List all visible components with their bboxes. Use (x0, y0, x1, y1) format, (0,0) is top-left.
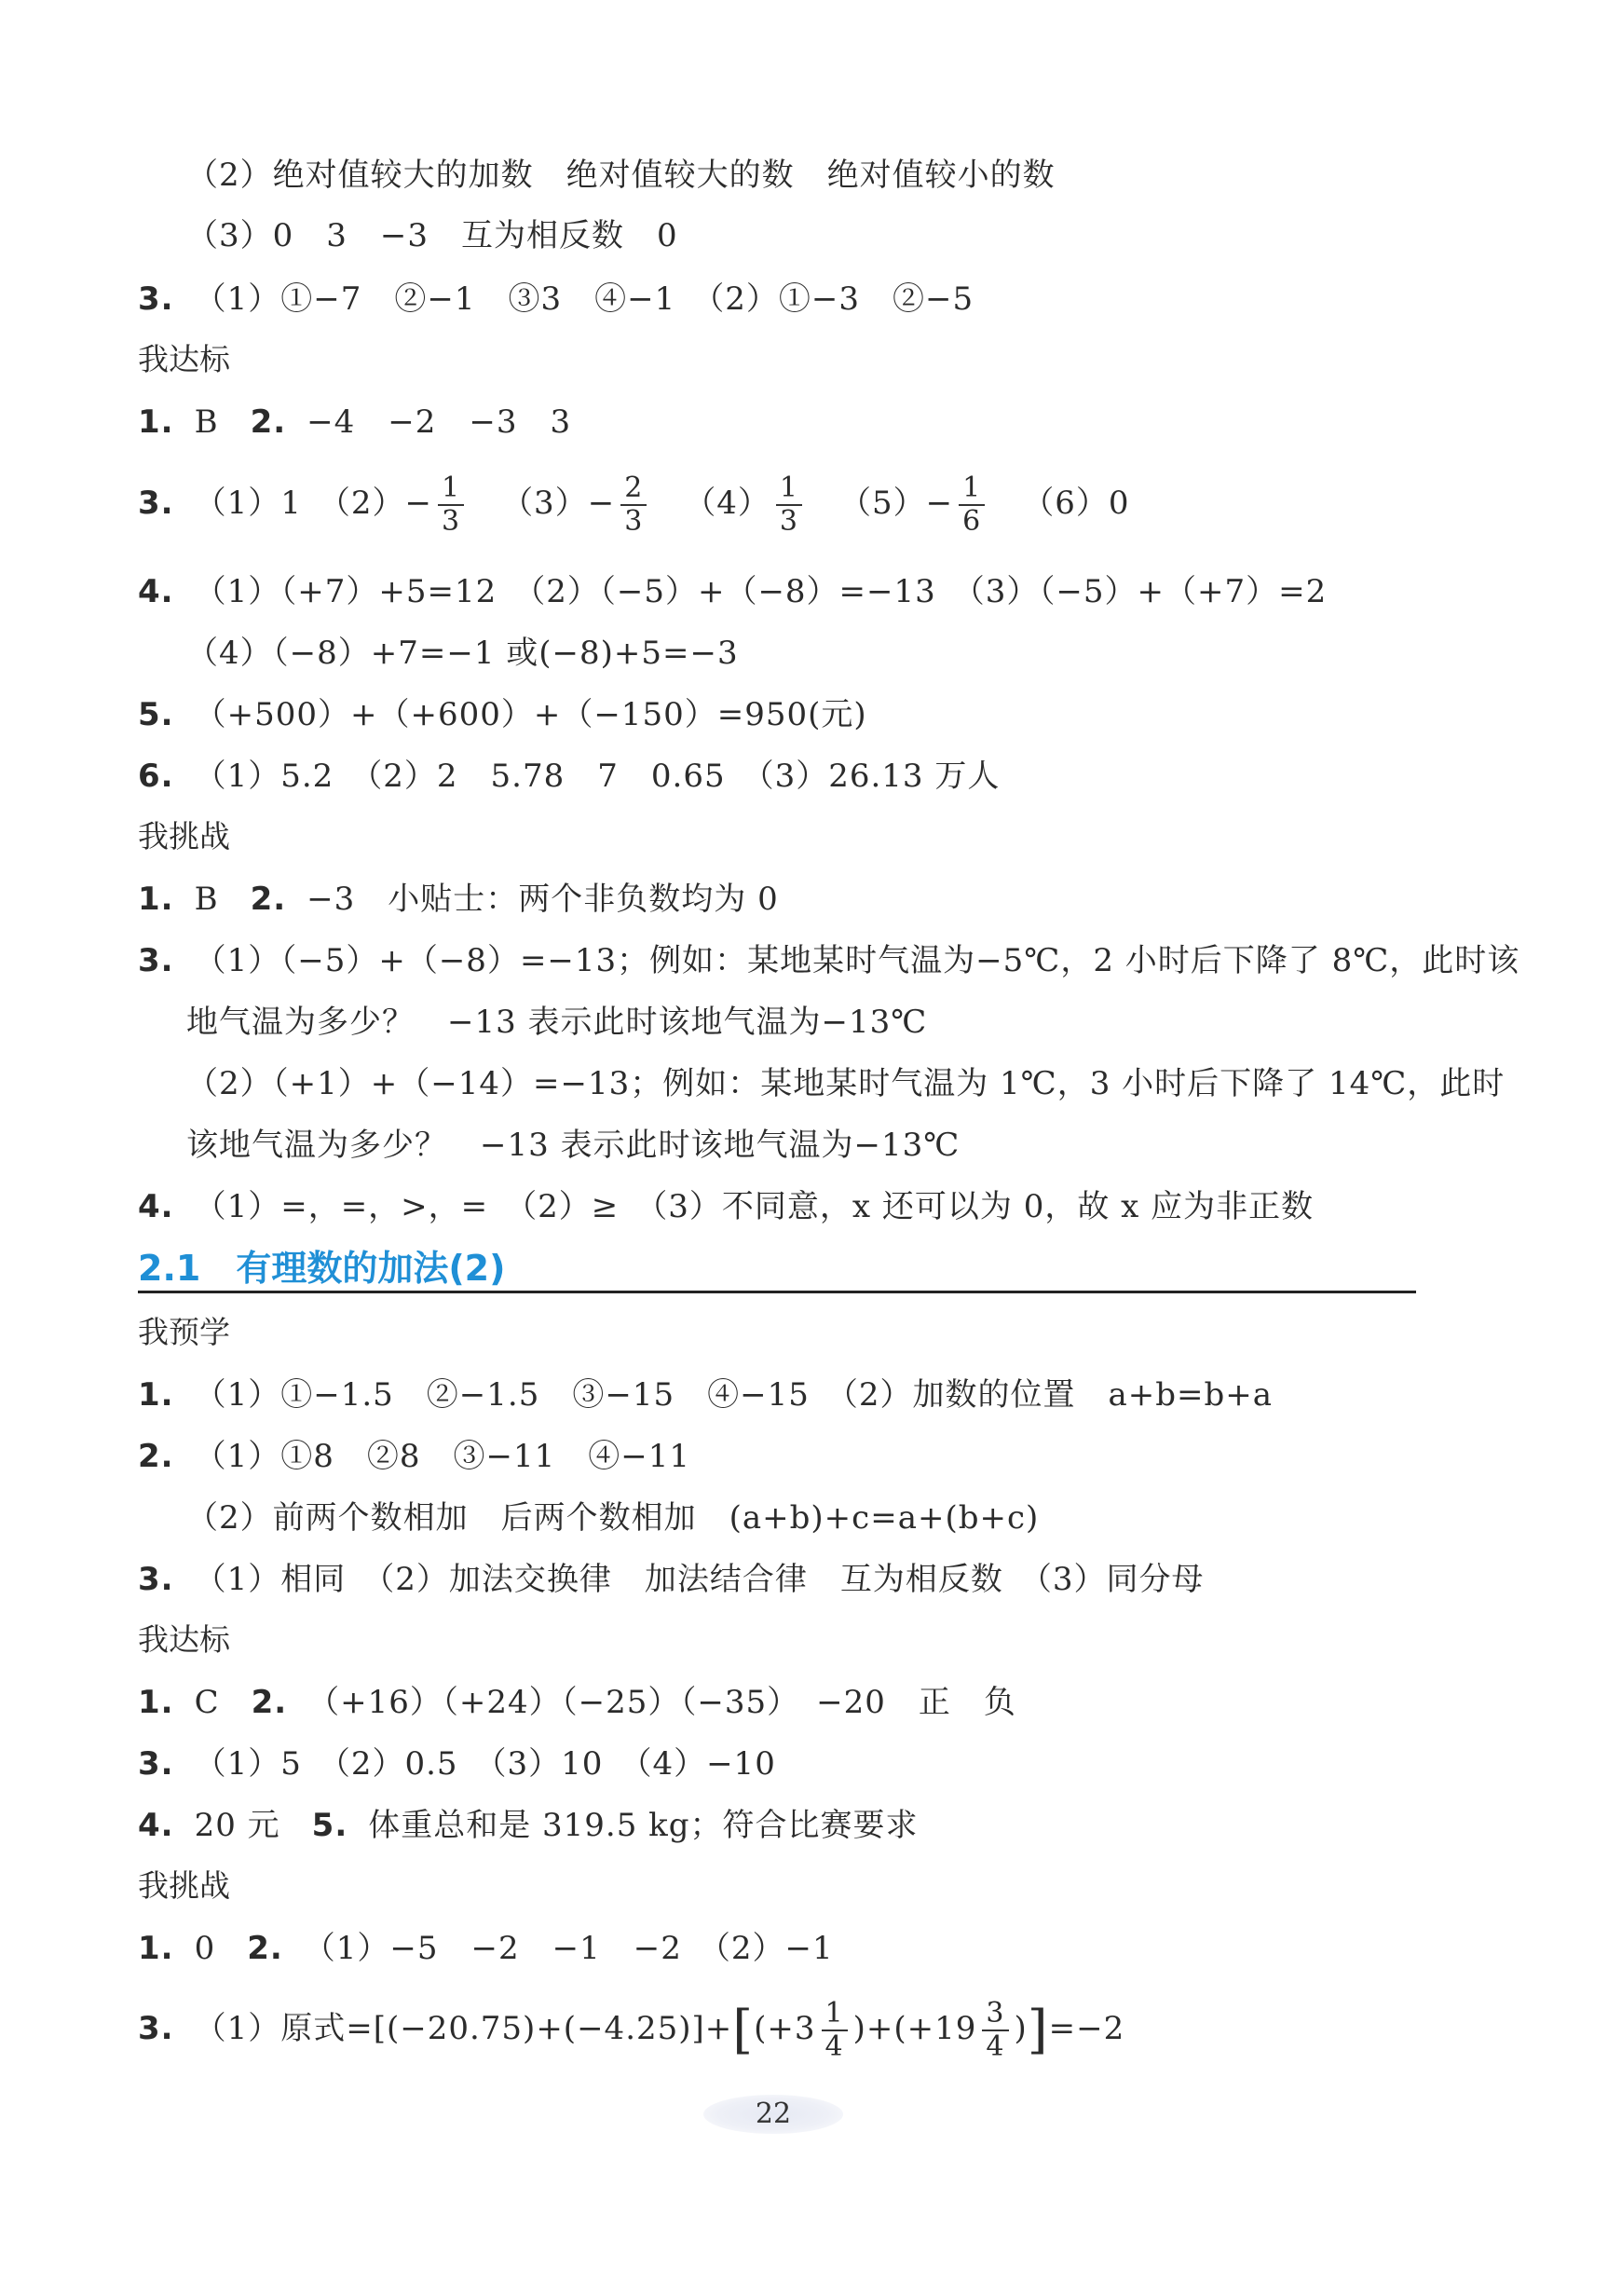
answer-line: 6. （1）5.2 （2）2 5.78 7 0.65 （3）26.13 万人 (138, 758, 1001, 795)
fraction: $\frac{3}{4}$ (982, 1998, 1008, 2063)
answer-line: 4. （1）=，=，>，= （2）≥ （3）不同意，x 还可以为 0，故 x 应为非正数 (138, 1188, 1315, 1225)
answer-line: 3. （1）相同 （2）加法交换律 加法结合律 互为相反数 （3）同分母 (138, 1561, 1205, 1598)
answer-line: （2）绝对值较大的加数 绝对值较大的数 绝对值较小的数 (186, 157, 1056, 194)
answer-line: （4）（−8）+7=−1 或(−8)+5=−3 (186, 635, 739, 672)
answer-line: 1. B 2. −4 −2 −3 3 (138, 403, 572, 441)
answer-line: （2）前两个数相加 后两个数相加 (a+b)+c=a+(b+c) (186, 1499, 1040, 1537)
answer-line: 5. （+500）+（+600）+（−150）=950(元) (138, 696, 867, 733)
answer-line: （3）0 3 −3 互为相反数 0 (186, 217, 678, 254)
answer-line: 3. （1）5 （2）0.5 （3）10 （4）−10 (138, 1745, 776, 1783)
answer-line: 2. （1）①8 ②8 ③−11 ④−11 (138, 1438, 690, 1475)
fraction: $\frac{1}{4}$ (822, 1998, 848, 2063)
fraction: $\frac{1}{6}$ (959, 472, 985, 538)
answer-line: 1. （1）①−1.5 ②−1.5 ③−15 ④−15 （2）加数的位置 a+b=b+a (138, 1376, 1273, 1414)
fraction: $\frac{1}{3}$ (776, 472, 802, 538)
answer-line: 地气温为多少？ −13 表示此时该地气温为−13℃ (186, 1004, 928, 1041)
answer-line: 3. （1）①−7 ②−1 ③3 ④−1 （2）①−3 ②−5 (138, 280, 974, 318)
answer-line: （2）（+1）+（−14）=−13；例如：某地某时气温为 1℃，3 小时后下降了 14℃，此时 (186, 1065, 1506, 1102)
section-heading: 我挑战 (138, 1867, 230, 1904)
section-heading: 我达标 (138, 341, 230, 377)
section-heading: 我挑战 (138, 818, 230, 854)
answer-line: 4. （1）（+7）+5=12 （2）（−5）+（−8）=−13 （3）（−5）+（+7）=2 (138, 573, 1328, 610)
answer-line: 1. C 2. （+16）（+24）（−25）（−35） −20 正 负 (138, 1684, 1016, 1721)
answer-line-fractions: 3. （1）1 （2）− $\frac{1}{3}$ （3）− $\frac{2}{3}$ （4） $\frac{1}{3}$ （5）− $\frac{1}{6}$ （6）0 (138, 472, 1130, 538)
left-bracket: [ (732, 2000, 755, 2060)
page-number: 22 (703, 2095, 843, 2134)
answer-line: 1. 0 2. （1）−5 −2 −1 −2 （2）−1 (138, 1930, 834, 1967)
title-underline (138, 1291, 1416, 1293)
right-bracket: ] (1027, 2000, 1049, 2060)
section-heading: 我预学 (138, 1314, 230, 1350)
fraction: $\frac{1}{3}$ (438, 472, 464, 538)
answer-line-formula: 3. （1）原式=[(−20.75)+(−4.25)]+[(+3 $\frac{1}{4}$ )+(+19 $\frac{3}{4}$ )]=−2 (138, 1997, 1125, 2063)
section-heading: 我达标 (138, 1621, 230, 1658)
fraction: $\frac{2}{3}$ (620, 472, 647, 538)
section-title: 2.1 有理数的加法(2) (138, 1248, 506, 1289)
answer-line: 4. 20 元 5. 体重总和是 319.5 kg；符合比赛要求 (138, 1807, 919, 1844)
answer-line: 1. B 2. −3 小贴士：两个非负数均为 0 (138, 881, 779, 918)
answer-line: 3. （1）（−5）+（−8）=−13；例如：某地某时气温为−5℃，2 小时后下降了 8℃，此时该 (138, 942, 1520, 979)
answer-line: 该地气温为多少？ −13 表示此时该地气温为−13℃ (186, 1127, 961, 1164)
